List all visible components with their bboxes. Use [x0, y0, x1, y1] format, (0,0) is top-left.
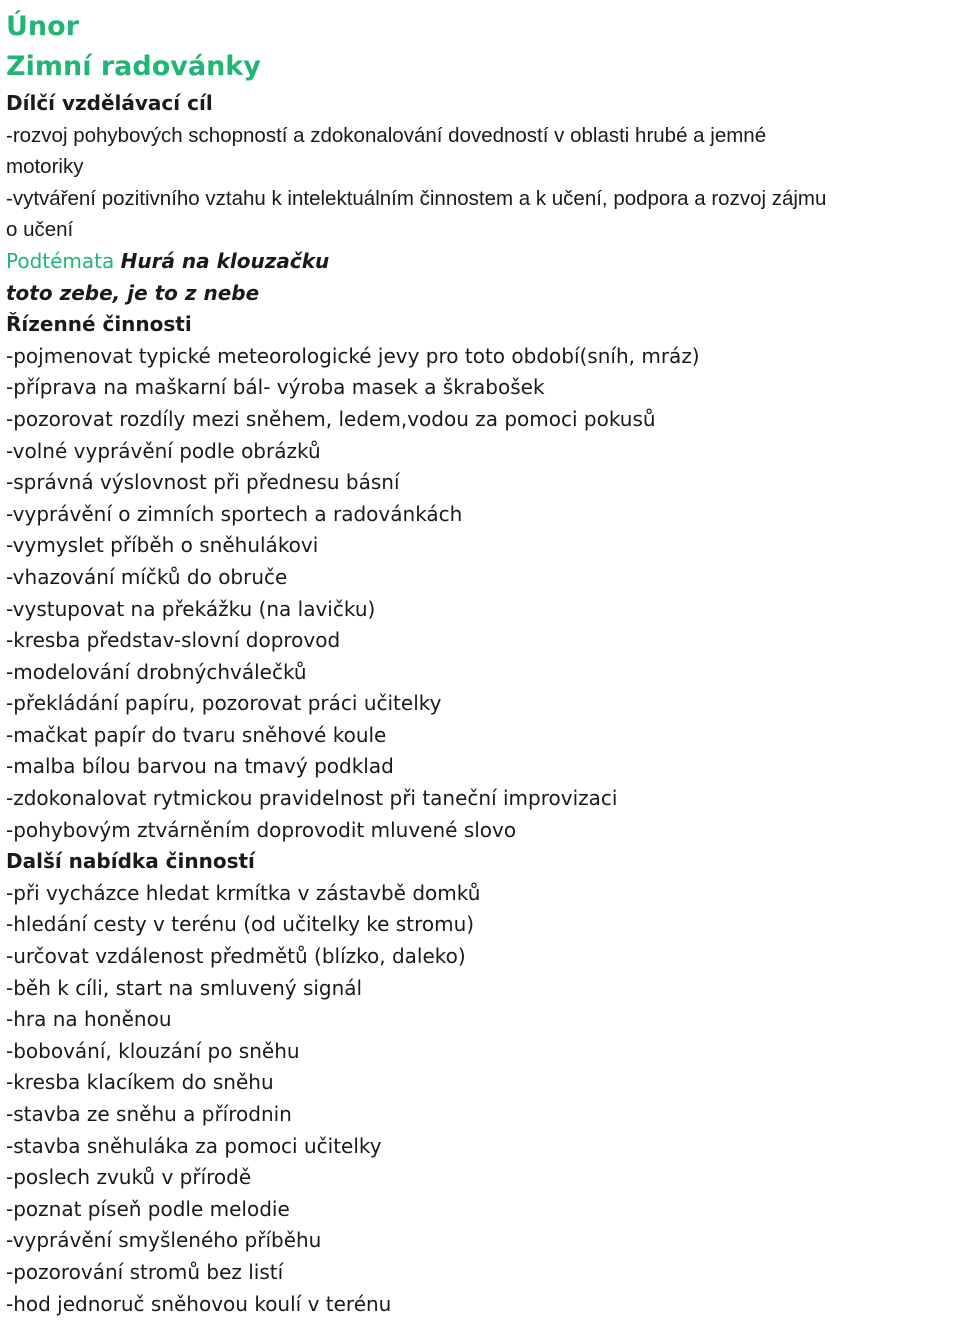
list-item: -poslech zvuků v přírodě: [6, 1165, 252, 1190]
other-activities-heading: Další nabídka činností: [6, 849, 255, 874]
goals-list: [6, 120, 960, 246]
list-item: -správná výslovnost při přednesu básní: [6, 470, 400, 495]
list-item: -pohybovým ztvárněním doprovodit mluvené slovo: [6, 817, 517, 842]
goal-line: -rozvoj pohybových schopností a zdokonalování dovedností v oblasti hrubé a jemné: [6, 123, 767, 147]
list-item: -bobování, klouzání po sněhu: [6, 1038, 300, 1063]
subtopics-line: [6, 246, 960, 278]
list-item: -mačkat papír do tvaru sněhové koule: [6, 722, 387, 747]
list-item: -pozorování stromů bez listí: [6, 1259, 284, 1284]
guided-activities-list: [6, 341, 960, 847]
list-item: -pojmenovat typické meteorologické jevy pro toto období(sníh, mráz): [6, 343, 700, 368]
list-item: -malba bílou barvou na tmavý podklad: [6, 754, 394, 779]
list-item: -volné vyprávění podle obrázků: [6, 438, 321, 463]
goal-line: o učení: [6, 218, 74, 242]
list-item: -běh k cíli, start na smluvený signál: [6, 975, 363, 1000]
goal-line: motoriky: [6, 155, 84, 179]
subtopic-second: toto zebe, je to z nebe: [6, 280, 260, 305]
list-item: -při vycházce hledat krmítka v zástavbě domků: [6, 880, 481, 905]
list-item: -vyprávění o zimních sportech a radovánkách: [6, 501, 463, 526]
list-item: -kresba klacíkem do sněhu: [6, 1070, 274, 1095]
list-item: -vyprávění smyšleného příběhu: [6, 1228, 322, 1253]
list-item: -hod jednoruč sněhovou koulí v terénu: [6, 1291, 392, 1316]
theme-title: Zimní radovánky: [6, 51, 261, 82]
list-item: -určovat vzdálenost předmětů (blízko, daleko): [6, 944, 466, 969]
list-item: -vymyslet příběh o sněhulákovi: [6, 533, 319, 558]
guided-activities-heading: Řízenné činnosti: [6, 312, 192, 337]
list-item: -příprava na maškarní bál- výroba masek a škrabošek: [6, 375, 545, 400]
list-item: -modelování drobnýchválečků: [6, 659, 307, 684]
list-item: -překládání papíru, pozorovat práci učitelky: [6, 691, 442, 716]
list-item: -hra na honěnou: [6, 1007, 172, 1032]
goal-line: -vytváření pozitivního vztahu k intelektuálním činnostem a k učení, podpora a rozvoj zájmu: [6, 186, 827, 210]
list-item: -zdokonalovat rytmickou pravidelnost při taneční improvizaci: [6, 786, 618, 811]
month-title: Únor: [6, 11, 80, 42]
list-item: -poznat píseň podle melodie: [6, 1196, 290, 1221]
list-item: -pozorovat rozdíly mezi sněhem, ledem,vodou za pomoci pokusů: [6, 406, 656, 431]
list-item: -kresba představ-slovní doprovod: [6, 628, 341, 653]
list-item: -hledání cesty v terénu (od učitelky ke stromu): [6, 912, 475, 937]
subtopics-label: Podtémata: [6, 248, 115, 273]
other-activities-list: [6, 878, 960, 1320]
subtopic-first: Hurá na klouzačku: [120, 248, 330, 273]
list-item: -stavba sněhuláka za pomoci učitelky: [6, 1133, 382, 1158]
list-item: -vhazování míčků do obruče: [6, 564, 288, 589]
list-item: -stavba ze sněhu a přírodnin: [6, 1102, 292, 1126]
list-item: -vystupovat na překážku (na lavičku): [6, 596, 376, 621]
goal-heading: Dílčí vzdělávací cíl: [6, 91, 213, 115]
